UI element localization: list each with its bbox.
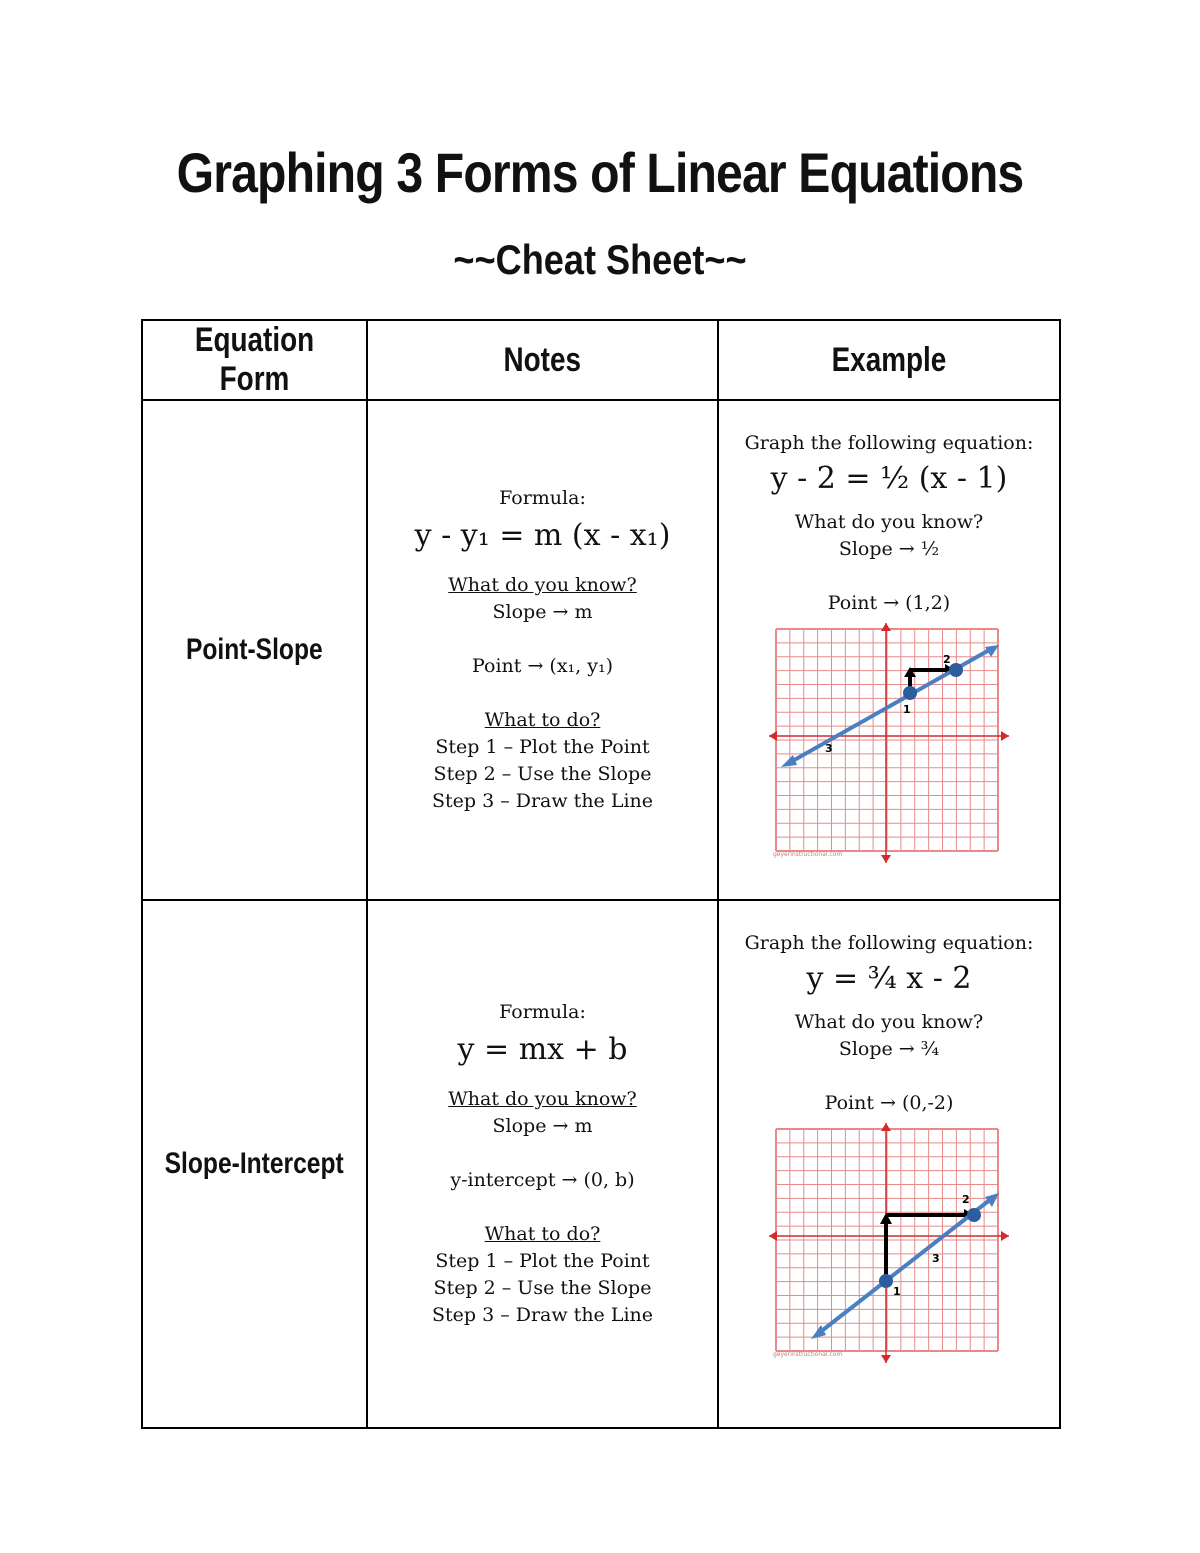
example-know-heading: What do you know? bbox=[794, 1011, 984, 1033]
todo-heading: What to do? bbox=[484, 709, 601, 731]
form-name-slope-intercept: Slope-Intercept bbox=[142, 900, 367, 1428]
graphed-line bbox=[781, 645, 999, 767]
example-equation: y - 2 = ½ (x - 1) bbox=[770, 461, 1008, 496]
step-3: Step 3 – Draw the Line bbox=[431, 790, 654, 812]
formula: y - y₁ = m (x - x₁) bbox=[414, 518, 671, 553]
example-slope-intercept bbox=[718, 900, 1060, 1428]
point-line: Point → (x₁, y₁) bbox=[472, 655, 613, 677]
example-slope: Slope → ¾ bbox=[838, 1038, 940, 1060]
form-name-point-slope: Point-Slope bbox=[142, 400, 367, 900]
run-label: 2 bbox=[943, 653, 951, 666]
coordinate-graph-point-slope bbox=[769, 623, 1009, 863]
plotted-point bbox=[903, 686, 917, 700]
page-subtitle: ~~Cheat Sheet~~ bbox=[453, 236, 747, 283]
line-label: 3 bbox=[932, 1252, 940, 1265]
slope-line: Slope → m bbox=[492, 601, 593, 623]
graph-watermark: geyerinstructional.com bbox=[773, 1351, 843, 1358]
formula: y = mx + b bbox=[457, 1032, 628, 1067]
step-2: Step 2 – Use the Slope bbox=[433, 763, 652, 785]
know-heading: What do you know? bbox=[448, 1088, 637, 1110]
row-point-slope bbox=[142, 400, 1060, 900]
example-equation: y = ¾ x - 2 bbox=[806, 961, 972, 996]
header-example: Example bbox=[718, 320, 1060, 400]
run-label: 2 bbox=[962, 1193, 970, 1206]
formula-label: Formula: bbox=[499, 487, 586, 509]
cheat-sheet-table bbox=[141, 319, 1061, 1429]
slope-point bbox=[949, 663, 963, 677]
notes-slope-intercept bbox=[367, 900, 718, 1428]
todo-heading: What to do? bbox=[484, 1223, 601, 1245]
line-label: 3 bbox=[825, 742, 833, 755]
y-intercept-point bbox=[879, 1274, 893, 1288]
slope-arrows bbox=[880, 1209, 974, 1281]
step-1: Step 1 – Plot the Point bbox=[435, 736, 650, 758]
header-equation-form: Equation Form bbox=[142, 320, 367, 400]
step-1: Step 1 – Plot the Point bbox=[435, 1250, 650, 1272]
example-know-heading: What do you know? bbox=[794, 511, 984, 533]
example-prompt: Graph the following equation: bbox=[744, 932, 1034, 954]
header-notes: Notes bbox=[367, 320, 718, 400]
example-prompt: Graph the following equation: bbox=[744, 432, 1034, 454]
example-point: Point → (0,-2) bbox=[824, 1092, 954, 1114]
step-2: Step 2 – Use the Slope bbox=[433, 1277, 652, 1299]
row-slope-intercept bbox=[142, 900, 1060, 1428]
slope-line: Slope → m bbox=[492, 1115, 593, 1137]
coordinate-graph-slope-intercept bbox=[769, 1123, 1009, 1363]
rise-label: 1 bbox=[903, 703, 911, 716]
example-point: Point → (1,2) bbox=[827, 592, 951, 614]
page-title: Graphing 3 Forms of Linear Equations bbox=[176, 141, 1024, 204]
example-slope: Slope → ½ bbox=[838, 538, 940, 560]
intercept-line: y-intercept → (0, b) bbox=[450, 1169, 635, 1191]
example-point-slope bbox=[718, 400, 1060, 900]
know-heading: What do you know? bbox=[448, 574, 637, 596]
slope-point bbox=[967, 1208, 981, 1222]
graph-watermark: geyerinstructional.com bbox=[773, 851, 843, 858]
header-row bbox=[142, 320, 1060, 400]
step-3: Step 3 – Draw the Line bbox=[431, 1304, 654, 1326]
notes-point-slope bbox=[367, 400, 718, 900]
rise-label: 1 bbox=[893, 1285, 901, 1298]
graph-axes bbox=[769, 1123, 1009, 1363]
formula-label: Formula: bbox=[499, 1001, 586, 1023]
